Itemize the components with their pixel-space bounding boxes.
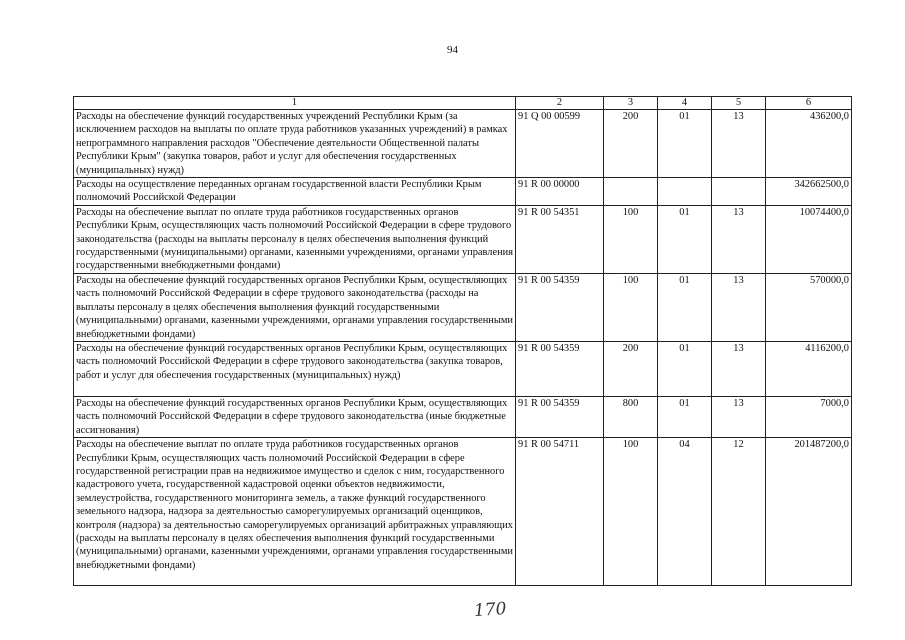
table-row [74,396,852,437]
row-section-code [658,178,712,206]
header-col-5: 5 [712,97,766,110]
row-code: 91 R 00 54351 [516,205,604,273]
header-col-6: 6 [766,97,852,110]
row-description: Расходы на обеспечение функций государственных органов Республики Крым, осуществляющих часть полномочий Российской Федерации в сфере трудового законодательства (закупка товаров, работ и услуг для обеспечения государственных (муниципальных) нужд) [74,341,516,396]
row-amount: 436200,0 [766,110,852,178]
row-subsection-code: 13 [712,273,766,341]
row-amount: 10074400,0 [766,205,852,273]
row-amount: 201487200,0 [766,438,852,586]
row-description: Расходы на обеспечение функций государственных учреждений Республики Крым (за исключением расходов на выплаты по оплате труда работников указанных учреждений) в рамках непрограммного направления расходов "Обеспечение деятельности Общественной палаты Республики Крым" (закупка товаров, работ и услуг для обеспечения государственных (муниципальных) нужд) [74,110,516,178]
row-type-code [604,178,658,206]
table-row [74,110,852,178]
row-section-code: 04 [658,438,712,586]
row-type-code: 200 [604,110,658,178]
handwritten-page-mark: 170 [473,598,508,622]
table-row [74,438,852,586]
row-description: Расходы на обеспечение выплат по оплате труда работников государственных органов Республики Крым, осуществляющих часть полномочий Российской Федерации в сфере государственной регистрации прав на недвижимое имущество и сделок с ним, государственного кадастрового учета, государственной кадастровой оценки объектов недвижимости, землеустройства, государственного мониторинга земель, а также функций государственного земельного надзора, надзора за деятельностью саморегулируемых организаций оценщиков, контроля (надзора) за деятельностью саморегулируемых организаций арбитражных управляющих (расходы на выплаты персоналу в целях обеспечения выполнения функций государственными (муниципальными) органами, казенными учреждениями, органами управления государственными внебюджетными фондами) [74,438,516,586]
row-subsection-code: 13 [712,341,766,396]
row-subsection-code [712,178,766,206]
row-amount: 342662500,0 [766,178,852,206]
row-description: Расходы на обеспечение функций государственных органов Республики Крым, осуществляющих часть полномочий Российской Федерации в сфере трудового законодательства (иные бюджетные ассигнования) [74,396,516,437]
row-type-code: 100 [604,438,658,586]
row-type-code: 800 [604,396,658,437]
row-type-code: 100 [604,205,658,273]
row-section-code: 01 [658,110,712,178]
budget-table [73,96,852,586]
row-section-code: 01 [658,273,712,341]
page-number: 94 [447,44,458,56]
row-subsection-code: 13 [712,110,766,178]
table-row [74,205,852,273]
row-description: Расходы на обеспечение выплат по оплате труда работников государственных органов Республики Крым, осуществляющих часть полномочий Российской Федерации в сфере трудового законодательства (расходы на выплаты персоналу в целях обеспечения выполнения функций государственными (муниципальными) органами, казенными учреждениями, органами управления государственными внебюджетными фондами) [74,205,516,273]
row-amount: 7000,0 [766,396,852,437]
row-description: Расходы на обеспечение функций государственных органов Республики Крым, осуществляющих часть полномочий Российской Федерации в сфере трудового законодательства (расходы на выплаты персоналу в целях обеспечения выполнения функций государственными (муниципальными) органами, казенными учреждениями, органами управления государственными внебюджетными фондами) [74,273,516,341]
header-col-1: 1 [74,97,516,110]
header-col-3: 3 [604,97,658,110]
table-row [74,341,852,396]
row-amount: 570000,0 [766,273,852,341]
row-amount: 4116200,0 [766,341,852,396]
row-subsection-code: 13 [712,205,766,273]
row-code: 91 Q 00 00599 [516,110,604,178]
row-code: 91 R 00 54359 [516,396,604,437]
row-type-code: 100 [604,273,658,341]
table-row [74,273,852,341]
row-description: Расходы на осуществление переданных органам государственной власти Республики Крым полномочий Российской Федерации [74,178,516,206]
row-subsection-code: 12 [712,438,766,586]
row-code: 91 R 00 00000 [516,178,604,206]
row-code: 91 R 00 54711 [516,438,604,586]
header-col-4: 4 [658,97,712,110]
table-row [74,178,852,206]
table-header [74,97,852,110]
row-type-code: 200 [604,341,658,396]
header-col-2: 2 [516,97,604,110]
row-section-code: 01 [658,341,712,396]
row-code: 91 R 00 54359 [516,341,604,396]
row-code: 91 R 00 54359 [516,273,604,341]
row-subsection-code: 13 [712,396,766,437]
row-section-code: 01 [658,396,712,437]
row-section-code: 01 [658,205,712,273]
